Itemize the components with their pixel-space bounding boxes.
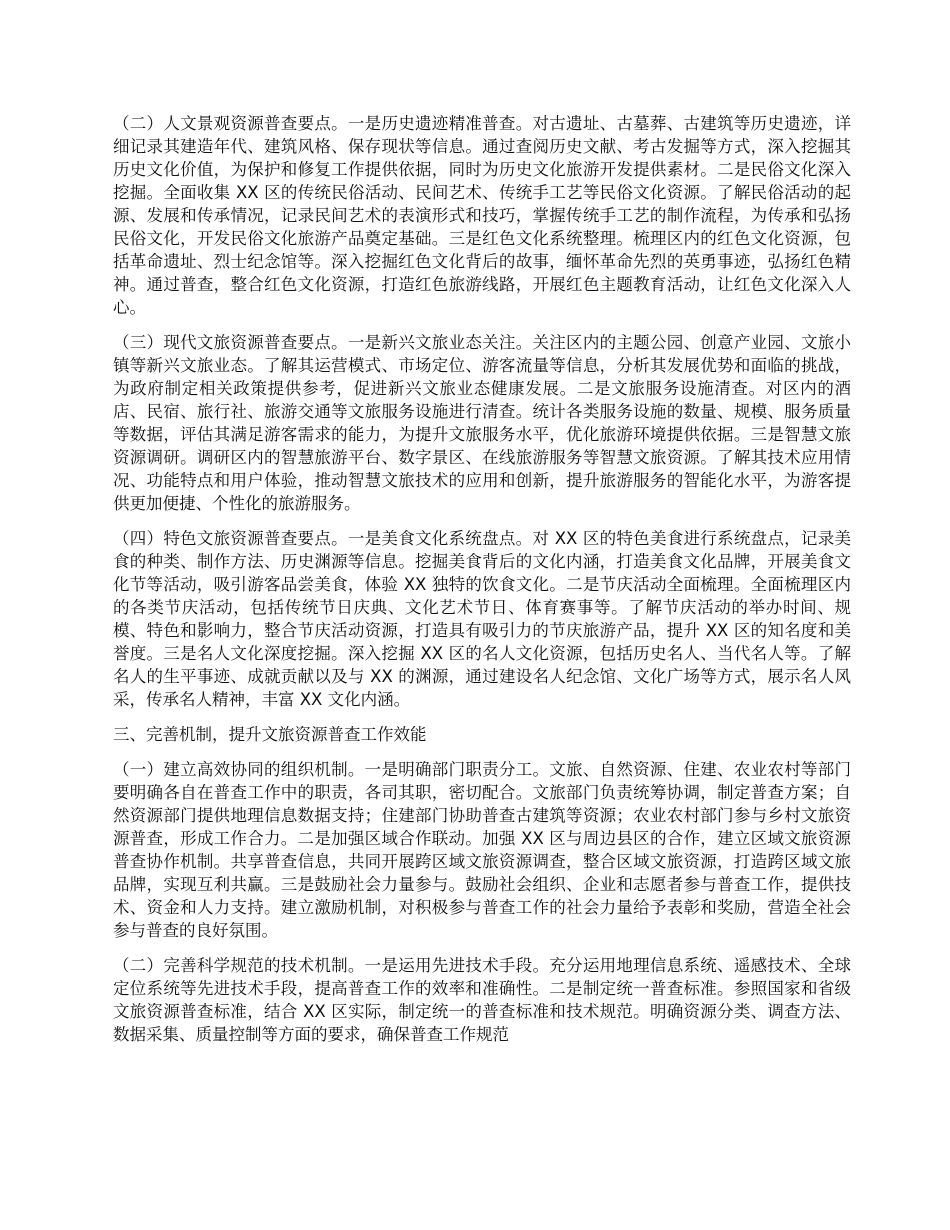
paragraph-technical-mechanism: （二）完善科学规范的技术机制。一是运用先进技术手段。充分运用地理信息系统、遥感技术、全球定位系统等先进技术手段，提高普查工作的效率和准确性。二是制定统一普查标准。参照国家和省级文旅资源普查标准，结合 XX 区实际，制定统一的普查标准和技术规范。明确资源分类、调查方法、数据采集、质量控制等方面的要求，确保普查工作规范 [113,956,851,1044]
paragraph-organization-mechanism: （一）建立高效协同的组织机制。一是明确部门职责分工。文旅、自然资源、住建、农业农村等部门要明确各自在普查工作中的职责，各司其职，密切配合。文旅部门负责统筹协调，制定普查方案；自然资源部门提供地理信息数据支持；住建部门协助普查古建筑等资源；农业农村部门参与乡村文旅资源普查，形成工作合力。二是加强区域合作联动。加强 XX 区与周边县区的合作，建立区域文旅资源普查协作机制。共享普查信息，共同开展跨区域文旅资源调查，整合区域文旅资源，打造跨区域文旅品牌，实现互利共赢。三是鼓励社会力量参与。鼓励社会组织、企业和志愿者参与普查工作，提供技术、资金和人力支持。建立激励机制，对积极参与普查工作的社会力量给予表彰和奖励，营造全社会参与普查的良好氛围。 [113,760,851,940]
section-heading: 三、完善机制，提升文旅资源普查工作效能 [113,725,427,744]
paragraph-special-resources: （四）特色文旅资源普查要点。一是美食文化系统盘点。对 XX 区的特色美食进行系统盘点，记录美食的种类、制作方法、历史渊源等信息。挖掘美食背后的文化内涵，打造美食文化品牌，开展美食文化节等活动，吸引游客品尝美食，体验 XX 独特的饮食文化。二是节庆活动全面梳理。全面梳理区内的各类节庆活动，包括传统节日庆典、文化艺术节日、体育赛事等。了解节庆活动的举办时间、规模、特色和影响力，整合节庆活动资源，打造具有吸引力的节庆旅游产品，提升 XX 区的知名度和美誉度。三是名人文化深度挖掘。深入挖掘 XX 区的名人文化资源，包括历史名人、当代名人等。了解名人的生平事迹、成就贡献以及与 XX 的渊源，通过建设名人纪念馆、文化广场等方式，展示名人风采，传承名人精神，丰富 XX 文化内涵。 [113,529,851,709]
document-body [113,112,851,1058]
paragraph-humanistic-resources: （二）人文景观资源普查要点。一是历史遗迹精准普查。对古遗址、古墓葬、古建筑等历史遗迹，详细记录其建造年代、建筑风格、保存现状等信息。通过查阅历史文献、考古发掘等方式，深入挖掘其历史文化价值，为保护和修复工作提供依据，同时为历史文化旅游开发提供素材。二是民俗文化深入挖掘。全面收集 XX 区的传统民俗活动、民间艺术、传统手工艺等民俗文化资源。了解民俗活动的起源、发展和传承情况，记录民间艺术的表演形式和技巧，掌握传统手工艺的制作流程，为传承和弘扬民俗文化，开发民俗文化旅游产品奠定基础。三是红色文化系统整理。梳理区内的红色文化资源，包括革命遗址、烈士纪念馆等。深入挖掘红色文化背后的故事，缅怀革命先烈的英勇事迹，弘扬红色精神。通过普查，整合红色文化资源，打造红色旅游线路，开展红色主题教育活动，让红色文化深入人心。 [113,114,851,317]
paragraph-modern-resources: （三）现代文旅资源普查要点。一是新兴文旅业态关注。关注区内的主题公园、创意产业园、文旅小镇等新兴文旅业态。了解其运营模式、市场定位、游客流量等信息，分析其发展优势和面临的挑战，为政府制定相关政策提供参考，促进新兴文旅业态健康发展。二是文旅服务设施清查。对区内的酒店、民宿、旅行社、旅游交通等文旅服务设施进行清查。统计各类服务设施的数量、规模、服务质量等数据，评估其满足游客需求的能力，为提升文旅服务水平，优化旅游环境提供依据。三是智慧文旅资源调研。调研区内的智慧旅游平台、数字景区、在线旅游服务等智慧文旅资源。了解其技术应用情况、功能特点和用户体验，推动智慧文旅技术的应用和创新，提升旅游服务的智能化水平，为游客提供更加便捷、个性化的旅游服务。 [113,333,851,513]
